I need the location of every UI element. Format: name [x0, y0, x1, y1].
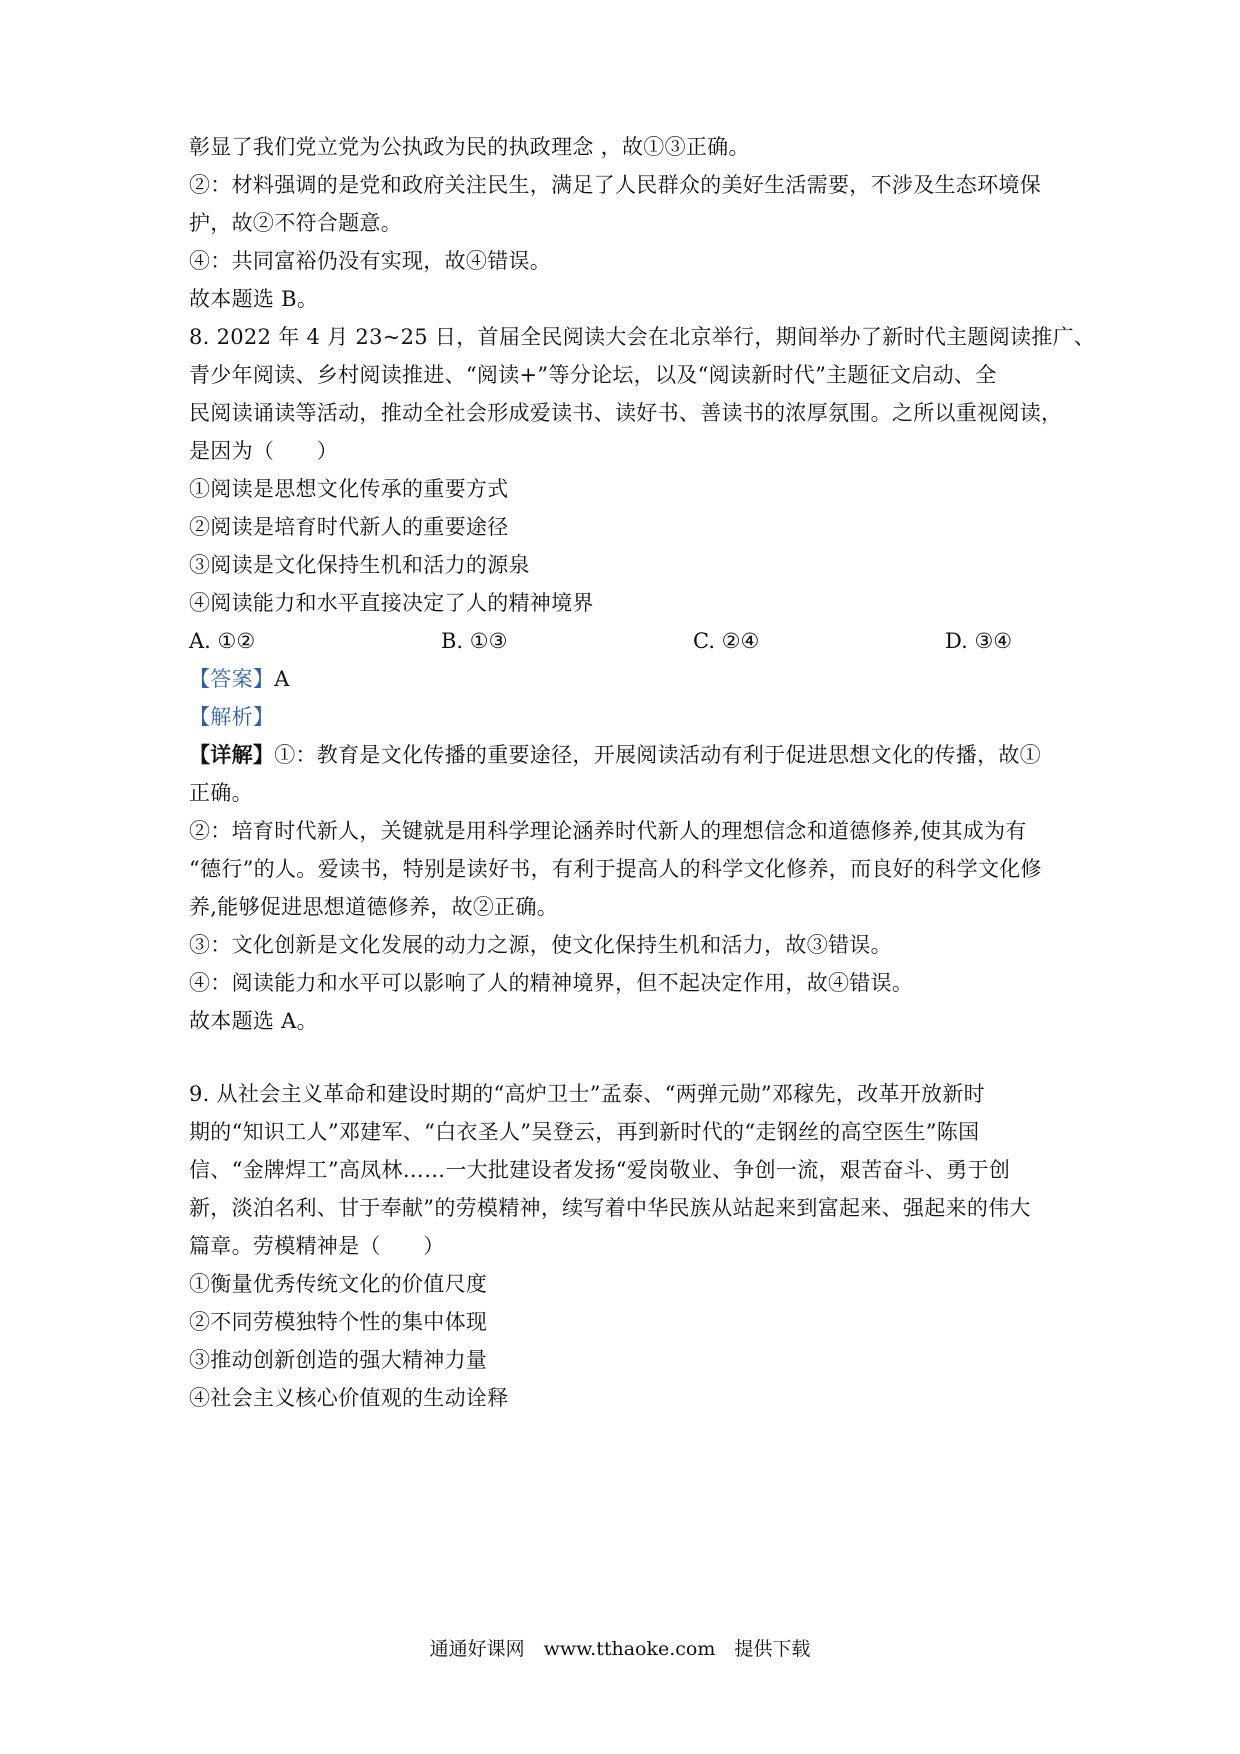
q8-stem-line: 民阅读诵读等活动，推动全社会形成爱读书、读好书、善读书的浓厚氛围。之所以重视阅读， — [189, 401, 1063, 425]
detail-label: 【详解】 — [189, 742, 275, 767]
q9-item: ③推动创新创造的强大精神力量 — [189, 1348, 488, 1372]
answer-value: A — [274, 667, 290, 691]
q9-stem-line: 9. 从社会主义革命和建设时期的“高炉卫士”孟泰、“两弹元勋”邓稼先，改革开放新时 — [189, 1082, 985, 1106]
q8-choice-c: C. ②④ — [693, 629, 760, 653]
q7-text-line: ④：共同富裕仍没有实现，故④错误。 — [189, 249, 552, 273]
q7-text-line: 彰显了我们党立党为公执政为民的执政理念 ，故①③正确。 — [189, 135, 750, 159]
q9-item: ①衡量优秀传统文化的价值尺度 — [189, 1272, 488, 1296]
q8-item: ②阅读是培育时代新人的重要途径 — [189, 515, 509, 539]
q9-item: ④社会主义核心价值观的生动诠释 — [189, 1386, 509, 1410]
q8-detail-line — [189, 740, 1041, 770]
q8-detail-line: 正确。 — [189, 781, 253, 805]
q7-conclusion: 故本题选 B。 — [189, 287, 319, 311]
q8-stem-line: 青少年阅读、乡村阅读推进、“阅读+”等分论坛，以及“阅读新时代”主题征文启动、全 — [189, 363, 997, 387]
q8-detail-line: ③：文化创新是文化发展的动力之源，使文化保持生机和活力，故③错误。 — [189, 933, 892, 957]
q8-stem-line: 是因为（ ） — [189, 439, 339, 463]
answer-label: 【答案】 — [189, 667, 275, 691]
q7-text-line: ②：材料强调的是党和政府关注民生，满足了人民群众的美好生活需要，不涉及生态环境保 — [189, 173, 1041, 197]
q8-detail-line: ②：培育时代新人，关键就是用科学理论涵养时代新人的理想信念和道德修养,使其成为有 — [189, 819, 1027, 843]
q8-choice-b: B. ①③ — [441, 629, 508, 653]
page-footer: 通通好课网 www.tthaoke.com 提供下载 — [429, 1638, 811, 1660]
q8-answer — [189, 664, 290, 694]
detail-text: ①：教育是文化传播的重要途径，开展阅读活动有利于促进思想文化的传播，故① — [274, 743, 1041, 767]
q9-stem-line: 期的“知识工人”邓建军、“白衣圣人”吴登云，再到新时代的“走钢丝的高空医生”陈国 — [189, 1120, 980, 1144]
q9-stem-line: 信、“金牌焊工”高凤林……一大批建设者发扬“爱岗敬业、争创一流，艰苦奋斗、勇于创 — [189, 1158, 1011, 1182]
q8-choice-a: A. ①② — [189, 629, 256, 653]
q8-conclusion: 故本题选 A。 — [189, 1009, 318, 1033]
q8-item: ④阅读能力和水平直接决定了人的精神境界 — [189, 591, 594, 615]
q8-detail-line: ④：阅读能力和水平可以影响了人的精神境界，但不起决定作用，故④错误。 — [189, 971, 914, 995]
q8-item: ③阅读是文化保持生机和活力的源泉 — [189, 553, 530, 577]
q9-item: ②不同劳模独特个性的集中体现 — [189, 1310, 488, 1334]
q8-detail-line: “德行”的人。爱读书，特别是读好书，有利于提高人的科学文化修养，而良好的科学文化修 — [189, 857, 1042, 881]
q8-stem-line: 8. 2022 年 4 月 23~25 日，首届全民阅读大会在北京举行，期间举办了新时代主题阅读推广、 — [189, 325, 1096, 349]
analysis-label: 【解析】 — [189, 705, 275, 729]
q8-item: ①阅读是思想文化传承的重要方式 — [189, 477, 509, 501]
q8-choice-d: D. ③④ — [945, 629, 1013, 653]
q9-stem-line: 新，淡泊名利、甘于奉献”的劳模精神，续写着中华民族从站起来到富起来、强起来的伟大 — [189, 1196, 1031, 1220]
q9-stem-line: 篇章。劳模精神是（ ） — [189, 1234, 445, 1258]
q8-detail-line: 养,能够促进思想道德修养，故②正确。 — [189, 895, 559, 919]
q7-text-line: 护，故②不符合题意。 — [189, 211, 402, 235]
